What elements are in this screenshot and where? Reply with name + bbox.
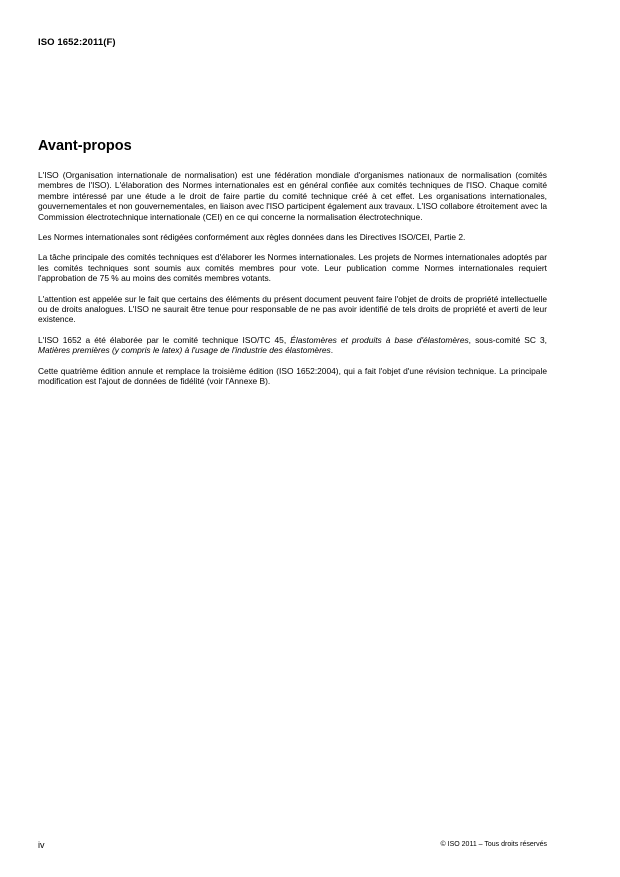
section-title: Avant-propos: [38, 138, 132, 154]
paragraph-committee-responsibility: [38, 335, 547, 356]
foreword-body: [38, 170, 547, 397]
document-code: ISO 1652:2011(F): [38, 37, 116, 48]
paragraph-iso-organisation: L'ISO (Organisation internationale de normalisation) est une fédération mondiale d'organismes nationaux de normalisation (comités membres de l'ISO). L'élaboration des Normes internationales est en général confiée aux comités techniques de l'ISO. Chaque comité membre intéressé par une étude a le droit de faire partie du comité technique créé à cet effet. Les organisations internationales, gouvernementales et non gouvernementales, en liaison avec l'ISO participent également aux travaux. L'ISO collabore étroitement avec la Commission électrotechnique internationale (CEI) en ce qui concerne la normalisation électrotechnique.: [38, 170, 547, 222]
committee-title: Élastomères et produits à base d'élastomères: [290, 334, 469, 345]
paragraph-directives: Les Normes internationales sont rédigées conformément aux règles données dans les Directives ISO/CEI, Partie 2.: [38, 232, 466, 243]
paragraph-edition-note: Cette quatrième édition annule et remplace la troisième édition (ISO 1652:2004), qui a fait l'objet d'une révision technique. La principale modification est l'ajout de données de fidélité (voir l'Annexe B).: [38, 365, 547, 387]
committee-text-2: , sous-comité SC 3,: [468, 334, 547, 345]
paragraph-technical-committees: La tâche principale des comités techniques est d'élaborer les Normes internationales. Les projets de Normes internationales adoptés par les comités techniques sont soumis aux comités membres pour vote. Leur publication comme Normes internationales requiert l'approbation de 75 % au moins des comités membres votants.: [38, 252, 547, 284]
copyright-notice: © ISO 2011 – Tous droits réservés: [440, 841, 547, 848]
committee-text-1: L'ISO 1652 a été élaborée par le comité technique ISO/TC 45,: [38, 334, 291, 345]
subcommittee-title: Matières premières (y compris le latex) à l'usage de l'industrie des élastomères: [38, 345, 331, 356]
page-number: iv: [38, 840, 45, 850]
committee-text-3: .: [330, 345, 334, 356]
paragraph-patent-rights: L'attention est appelée sur le fait que certains des éléments du présent document peuvent faire l'objet de droits de propriété intellectuelle ou de droits analogues. L'ISO ne saurait être tenue pour responsable de ne pas avoir identifié de tels droits de propriété et averti de leur existence.: [38, 293, 547, 325]
